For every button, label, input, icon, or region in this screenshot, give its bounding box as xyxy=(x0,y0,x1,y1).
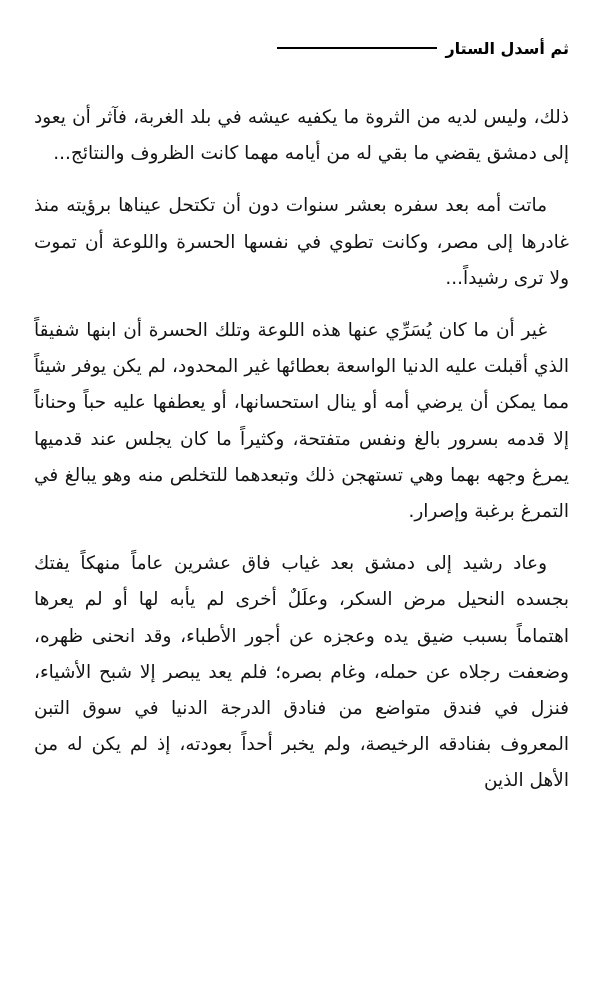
paragraph: ماتت أمه بعد سفره بعشر سنوات دون أن تكتحل عيناها برؤيته منذ غادرها إلى مصر، وكانت تطوي في نفسها الحسرة واللوعة أن تموت ولا ترى رشيداً... xyxy=(34,195,569,289)
header-rule xyxy=(277,47,437,49)
running-header-title: ثم أسدل الستار xyxy=(445,38,569,58)
running-header xyxy=(34,34,569,62)
paragraph: غير أن ما كان يُسَرِّي عنها هذه اللوعة وتلك الحسرة أن ابنها شفيقاً الذي أقبلت عليه الدنيا الواسعة بعطائها غير المحدود، لم يكن يوفر شيئاً مما يمكن أن يرضي أمه أو ينال استحسانها، أو يعطفها عليه حباً وحناناً إلا قدمه بسرور بالغ ونفس متفتحة، وكثيراً ما كان يجلس عند قدميها يمرغ وجهه بهما وهي تستهجن ذلك وتبعدهما للتخلص منه وهو يبالغ في التمرغ برغبة وإصرار. xyxy=(34,320,569,523)
paragraph: ذلك، وليس لديه من الثروة ما يكفيه عيشه في بلد الغربة، فآثر أن يعود إلى دمشق يقضي ما بقي له من أيامه مهما كانت الظروف والنتائج... xyxy=(34,107,569,165)
body-text xyxy=(34,100,569,816)
paragraph: وعاد رشيد إلى دمشق بعد غياب فاق عشرين عاماً منهكاً يفتك بجسده النحيل مرض السكر، وعلَلٌ أخرى لم يأبه لها أو لم يعرها اهتماماً بسبب ضيق يده وعجزه عن أجور الأطباء، وقد انحنى ظهره، وضعفت رجلاه عن حمله، وغام بصره؛ فلم يعد يبصر إلا شبح الأشياء، فنزل في فندق متواضع من فنادق الدرجة الدنيا في سوق التبن المعروف بفنادقه الرخيصة، ولم يخبر أحداً بعودته، إذ لم يكن له من الأهل الذين xyxy=(34,553,569,792)
